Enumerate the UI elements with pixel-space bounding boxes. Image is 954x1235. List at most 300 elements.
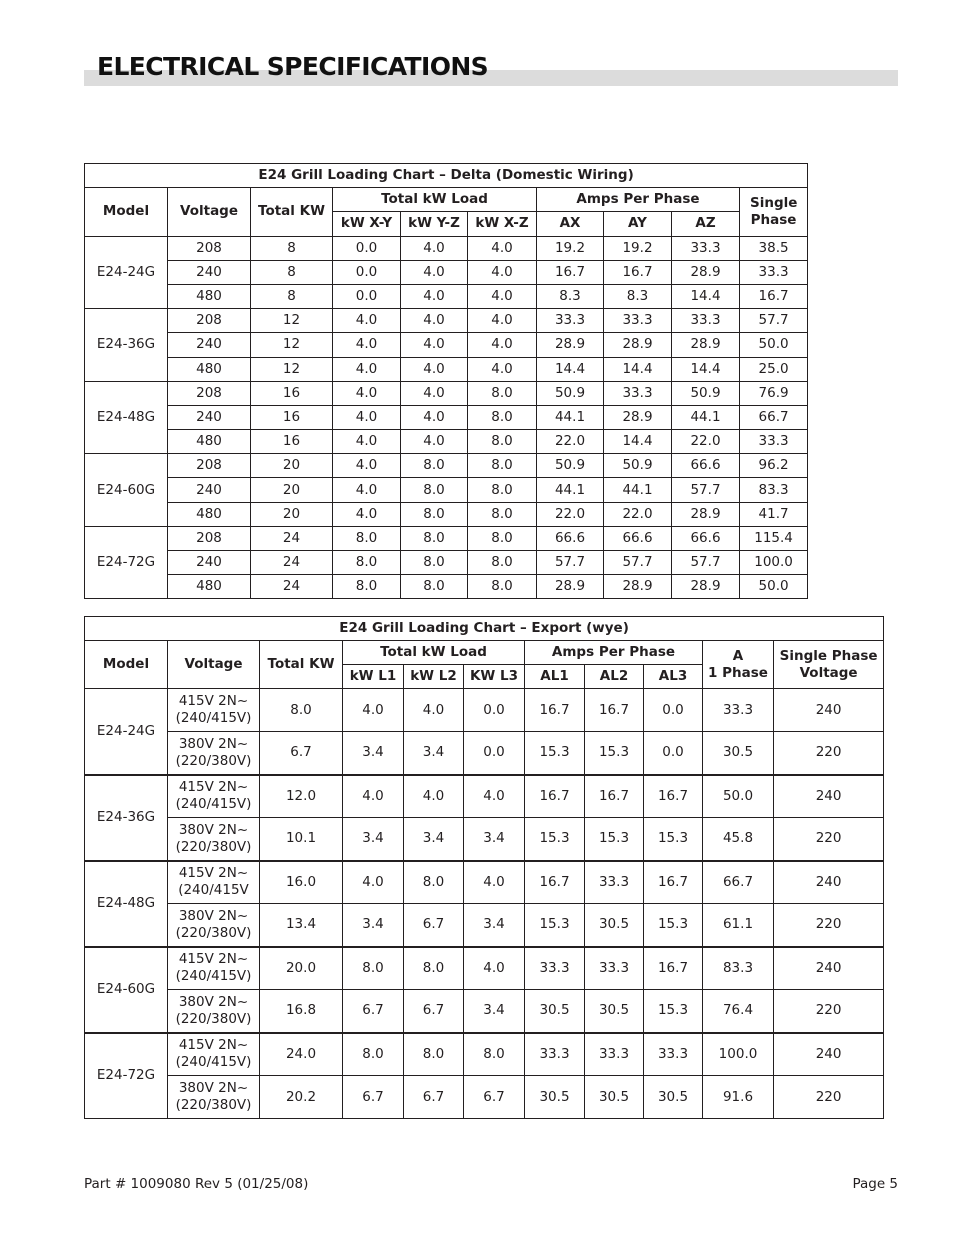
- table-cell: 220: [774, 990, 884, 1033]
- table-cell: 16.7: [585, 689, 644, 732]
- voltage-cell: [168, 904, 260, 947]
- table-row: [85, 236, 808, 260]
- table-cell: 8.0: [333, 551, 401, 575]
- table-cell: 15.3: [644, 904, 703, 947]
- table-cell: 220: [774, 1076, 884, 1119]
- table-cell: 8: [251, 260, 333, 284]
- table-cell: 8.0: [260, 689, 343, 732]
- voltage-line1: 415V 2N~: [178, 951, 249, 968]
- table-cell: 16.7: [525, 775, 585, 818]
- table-cell: 44.1: [604, 478, 672, 502]
- table-cell: 14.4: [672, 284, 740, 308]
- table-cell: 8.0: [343, 1033, 404, 1076]
- table-cell: 28.9: [672, 502, 740, 526]
- table-cell: 4.0: [468, 357, 537, 381]
- table-cell: 15.3: [525, 818, 585, 861]
- table-cell: 66.6: [537, 526, 604, 550]
- table-cell: 8.0: [401, 478, 468, 502]
- table-row: [85, 689, 884, 732]
- delta-table-body: [85, 236, 808, 599]
- table-cell: 4.0: [333, 309, 401, 333]
- table-cell: 480: [168, 502, 251, 526]
- table-cell: 13.4: [260, 904, 343, 947]
- voltage-line1: 415V 2N~: [178, 779, 249, 796]
- table-cell: 6.7: [404, 990, 464, 1033]
- table-cell: 33.3: [585, 947, 644, 990]
- table-cell: 8: [251, 236, 333, 260]
- table-cell: 240: [168, 405, 251, 429]
- col-header-al2: AL2: [585, 665, 644, 689]
- table-cell: 16.7: [644, 775, 703, 818]
- table-cell: 8.0: [468, 454, 537, 478]
- table-cell: 83.3: [703, 947, 774, 990]
- table-cell: 8.0: [468, 551, 537, 575]
- table-cell: 4.0: [468, 284, 537, 308]
- table-cell: 4.0: [401, 381, 468, 405]
- voltage-line1: 380V 2N~: [178, 993, 249, 1010]
- table-cell: 8.0: [401, 551, 468, 575]
- voltage-line1: 415V 2N~: [178, 865, 249, 882]
- col-header-al3: AL3: [644, 665, 703, 689]
- table-cell: 50.9: [672, 381, 740, 405]
- col-header-kw-l2: kW L2: [404, 665, 464, 689]
- table-cell: 4.0: [333, 333, 401, 357]
- table-cell: 45.8: [703, 818, 774, 861]
- table-cell: 4.0: [464, 775, 525, 818]
- table-cell: 4.0: [401, 236, 468, 260]
- table-cell: 57.7: [604, 551, 672, 575]
- table-cell: 0.0: [644, 689, 703, 732]
- table-cell: 66.7: [703, 861, 774, 904]
- table-cell: 220: [774, 818, 884, 861]
- table-cell: 208: [168, 526, 251, 550]
- table-cell: 12: [251, 357, 333, 381]
- table-cell: 3.4: [464, 818, 525, 861]
- table-cell: 28.9: [537, 575, 604, 599]
- col-header-model: Model: [85, 188, 168, 236]
- col-header-a-1-phase: [703, 641, 774, 689]
- table-cell: 19.2: [537, 236, 604, 260]
- table-cell: 480: [168, 357, 251, 381]
- table-row: [85, 357, 808, 381]
- table-cell: 76.4: [703, 990, 774, 1033]
- col-header-a-1-phase-line2: 1 Phase: [708, 664, 768, 681]
- table-cell: 8: [251, 284, 333, 308]
- model-cell: E24-36G: [85, 309, 168, 382]
- table-cell: 3.4: [464, 990, 525, 1033]
- col-header-ay: AY: [604, 212, 672, 236]
- table-cell: 20: [251, 502, 333, 526]
- table-cell: 33.3: [644, 1033, 703, 1076]
- table-cell: 33.3: [672, 236, 740, 260]
- table-row: [85, 990, 884, 1033]
- table-cell: 8.0: [468, 575, 537, 599]
- table-cell: 50.0: [703, 775, 774, 818]
- table-cell: 4.0: [401, 405, 468, 429]
- table-cell: 28.9: [672, 333, 740, 357]
- table-cell: 240: [168, 260, 251, 284]
- page-number-footer: Page 5: [852, 1176, 898, 1192]
- table-cell: 8.0: [468, 526, 537, 550]
- table-cell: 30.5: [585, 990, 644, 1033]
- table-row: [85, 818, 884, 861]
- voltage-line1: 380V 2N~: [178, 907, 249, 924]
- table-cell: 8.0: [404, 861, 464, 904]
- voltage-line2: (240/415V): [175, 968, 252, 985]
- voltage-cell: [168, 947, 260, 990]
- table-cell: 22.0: [604, 502, 672, 526]
- table-cell: 41.7: [740, 502, 808, 526]
- table-row: [85, 861, 884, 904]
- col-header-voltage: Voltage: [168, 641, 260, 689]
- table-cell: 8.0: [401, 502, 468, 526]
- col-header-amps-per-phase: Amps Per Phase: [525, 641, 703, 665]
- model-cell: E24-72G: [85, 526, 168, 599]
- col-header-voltage: Voltage: [168, 188, 251, 236]
- model-cell: E24-24G: [85, 689, 168, 775]
- voltage-line1: 380V 2N~: [178, 1080, 249, 1096]
- table-row: [85, 381, 808, 405]
- table-cell: 3.4: [343, 732, 404, 775]
- table-cell: 4.0: [464, 861, 525, 904]
- col-header-total-kw-load: Total kW Load: [343, 641, 525, 665]
- table-cell: 4.0: [333, 454, 401, 478]
- table-cell: 8.3: [537, 284, 604, 308]
- table-cell: 15.3: [525, 904, 585, 947]
- voltage-line2: (220/380V): [175, 1010, 252, 1027]
- table-cell: 4.0: [401, 309, 468, 333]
- table-cell: 20.2: [260, 1076, 343, 1119]
- table-cell: 30.5: [585, 1076, 644, 1119]
- table-row: [85, 775, 884, 818]
- table-cell: 6.7: [343, 990, 404, 1033]
- table-cell: 22.0: [537, 502, 604, 526]
- table-cell: 16.7: [644, 861, 703, 904]
- model-cell: E24-60G: [85, 947, 168, 1033]
- table-cell: 4.0: [404, 775, 464, 818]
- table-cell: 20.0: [260, 947, 343, 990]
- col-header-al1: AL1: [525, 665, 585, 689]
- table-cell: 33.3: [537, 309, 604, 333]
- table-cell: 16.7: [525, 861, 585, 904]
- page-title: ELECTRICAL SPECIFICATIONS: [97, 52, 489, 81]
- delta-loading-table: [84, 163, 808, 599]
- table-cell: 33.3: [525, 1033, 585, 1076]
- table-cell: 33.3: [740, 260, 808, 284]
- table-row: [85, 405, 808, 429]
- table-cell: 480: [168, 575, 251, 599]
- voltage-line2: (240/415V: [178, 882, 249, 899]
- table-cell: 6.7: [260, 732, 343, 775]
- table-cell: 0.0: [333, 236, 401, 260]
- col-header-kw-xz: kW X-Z: [468, 212, 537, 236]
- voltage-line1: 380V 2N~: [178, 821, 249, 838]
- table-cell: 28.9: [537, 333, 604, 357]
- table-row: [85, 947, 884, 990]
- table-row: [85, 732, 884, 775]
- voltage-cell: [168, 1076, 260, 1119]
- table-cell: 15.3: [585, 732, 644, 775]
- table-cell: 8.0: [468, 381, 537, 405]
- table-row: [85, 309, 808, 333]
- table-cell: 50.9: [537, 454, 604, 478]
- table-cell: 3.4: [464, 904, 525, 947]
- table-row: [85, 478, 808, 502]
- col-header-kw-l1: kW L1: [343, 665, 404, 689]
- table-cell: 19.2: [604, 236, 672, 260]
- table-cell: 20: [251, 454, 333, 478]
- model-cell: E24-24G: [85, 236, 168, 309]
- col-header-total-kw: Total KW: [251, 188, 333, 236]
- table-cell: 30.5: [525, 990, 585, 1033]
- voltage-line1: 380V 2N~: [178, 735, 249, 752]
- table-cell: 6.7: [343, 1076, 404, 1119]
- table-cell: 8.0: [343, 947, 404, 990]
- table-cell: 4.0: [468, 333, 537, 357]
- col-header-single-phase: Single Phase: [740, 188, 808, 236]
- table-cell: 16.7: [525, 689, 585, 732]
- table-cell: 20: [251, 478, 333, 502]
- table-cell: 4.0: [401, 284, 468, 308]
- col-header-kw-yz: kW Y-Z: [401, 212, 468, 236]
- table-cell: 0.0: [333, 284, 401, 308]
- table-cell: 66.6: [672, 526, 740, 550]
- table-cell: 12: [251, 333, 333, 357]
- table-cell: 8.0: [468, 430, 537, 454]
- table-cell: 8.0: [404, 1033, 464, 1076]
- table-cell: 6.7: [464, 1076, 525, 1119]
- table-cell: 16: [251, 405, 333, 429]
- table-cell: 8.0: [401, 575, 468, 599]
- table-cell: 33.3: [703, 689, 774, 732]
- table-cell: 50.0: [740, 333, 808, 357]
- table-cell: 10.1: [260, 818, 343, 861]
- table-cell: 240: [774, 861, 884, 904]
- voltage-cell: [168, 990, 260, 1033]
- model-cell: E24-72G: [85, 1033, 168, 1119]
- table-cell: 16.7: [644, 947, 703, 990]
- table-cell: 480: [168, 284, 251, 308]
- table-cell: 33.3: [585, 1033, 644, 1076]
- table-cell: 50.9: [604, 454, 672, 478]
- table-cell: 4.0: [343, 689, 404, 732]
- table-cell: 15.3: [525, 732, 585, 775]
- table-cell: 33.3: [585, 861, 644, 904]
- table-cell: 16.7: [585, 775, 644, 818]
- table-cell: 44.1: [672, 405, 740, 429]
- col-header-spv-line2: Voltage: [799, 664, 858, 681]
- table-cell: 33.3: [740, 430, 808, 454]
- table-cell: 0.0: [333, 260, 401, 284]
- table-cell: 30.5: [585, 904, 644, 947]
- table-cell: 4.0: [401, 260, 468, 284]
- table-row: [85, 1076, 884, 1119]
- table-cell: 208: [168, 381, 251, 405]
- table-cell: 208: [168, 309, 251, 333]
- model-cell: E24-48G: [85, 861, 168, 947]
- table-cell: 4.0: [401, 430, 468, 454]
- table-cell: 4.0: [468, 260, 537, 284]
- table-cell: 8.0: [468, 405, 537, 429]
- table-cell: 15.3: [644, 990, 703, 1033]
- export-loading-table: [84, 616, 884, 1119]
- table-cell: 12.0: [260, 775, 343, 818]
- table-cell: 33.3: [525, 947, 585, 990]
- table-cell: 3.4: [343, 818, 404, 861]
- table-cell: 4.0: [468, 236, 537, 260]
- table-cell: 91.6: [703, 1076, 774, 1119]
- table-row: [85, 454, 808, 478]
- table-cell: 33.3: [604, 381, 672, 405]
- table-cell: 66.7: [740, 405, 808, 429]
- col-header-kw-xy: kW X-Y: [333, 212, 401, 236]
- table-cell: 208: [168, 236, 251, 260]
- col-header-single-phase-voltage: [774, 641, 884, 689]
- model-cell: E24-60G: [85, 454, 168, 527]
- model-cell: E24-36G: [85, 775, 168, 861]
- table-cell: 57.7: [672, 478, 740, 502]
- table-cell: 16: [251, 430, 333, 454]
- table-caption: E24 Grill Loading Chart – Export (wye): [85, 617, 884, 641]
- table-cell: 83.3: [740, 478, 808, 502]
- table-cell: 4.0: [333, 381, 401, 405]
- table-cell: 15.3: [585, 818, 644, 861]
- table-row: [85, 551, 808, 575]
- table-cell: 208: [168, 454, 251, 478]
- voltage-line2: (220/380V): [175, 752, 252, 769]
- table-cell: 44.1: [537, 405, 604, 429]
- col-header-az: AZ: [672, 212, 740, 236]
- table-cell: 115.4: [740, 526, 808, 550]
- table-cell: 30.5: [525, 1076, 585, 1119]
- table-cell: 50.9: [537, 381, 604, 405]
- table-cell: 4.0: [333, 502, 401, 526]
- part-number-footer: Part # 1009080 Rev 5 (01/25/08): [84, 1176, 309, 1192]
- table-cell: 14.4: [672, 357, 740, 381]
- table-cell: 28.9: [604, 575, 672, 599]
- voltage-line2: (220/380V): [175, 838, 252, 855]
- table-cell: 8.0: [468, 478, 537, 502]
- table-cell: 0.0: [464, 732, 525, 775]
- table-row: [85, 430, 808, 454]
- model-cell: E24-48G: [85, 381, 168, 454]
- table-cell: 76.9: [740, 381, 808, 405]
- voltage-line2: (240/415V): [175, 796, 252, 813]
- table-cell: 28.9: [672, 260, 740, 284]
- table-cell: 240: [168, 478, 251, 502]
- table-cell: 4.0: [333, 478, 401, 502]
- table-cell: 100.0: [703, 1033, 774, 1076]
- table-cell: 30.5: [644, 1076, 703, 1119]
- table-cell: 44.1: [537, 478, 604, 502]
- table-cell: 66.6: [604, 526, 672, 550]
- table-cell: 6.7: [404, 904, 464, 947]
- col-header-total-kw: Total KW: [260, 641, 343, 689]
- col-header-model: Model: [85, 641, 168, 689]
- table-cell: 4.0: [333, 357, 401, 381]
- voltage-line2: (240/415V): [175, 1054, 252, 1071]
- table-cell: 4.0: [404, 689, 464, 732]
- table-cell: 96.2: [740, 454, 808, 478]
- table-cell: 8.0: [464, 1033, 525, 1076]
- table-cell: 4.0: [343, 775, 404, 818]
- table-caption: E24 Grill Loading Chart – Delta (Domestic Wiring): [85, 164, 808, 188]
- table-cell: 8.0: [401, 454, 468, 478]
- export-table-body: [85, 689, 884, 1119]
- voltage-cell: [168, 775, 260, 818]
- voltage-line1: 415V 2N~: [178, 1037, 249, 1054]
- table-cell: 4.0: [343, 861, 404, 904]
- table-cell: 4.0: [401, 357, 468, 381]
- voltage-cell: [168, 689, 260, 732]
- table-cell: 22.0: [672, 430, 740, 454]
- table-cell: 24: [251, 575, 333, 599]
- table-cell: 240: [774, 947, 884, 990]
- table-cell: 8.0: [333, 526, 401, 550]
- table-row: [85, 904, 884, 947]
- table-cell: 16: [251, 381, 333, 405]
- table-row: [85, 260, 808, 284]
- table-cell: 8.0: [468, 502, 537, 526]
- table-cell: 61.1: [703, 904, 774, 947]
- table-row: [85, 575, 808, 599]
- table-cell: 24: [251, 526, 333, 550]
- table-cell: 28.9: [604, 333, 672, 357]
- table-cell: 4.0: [333, 405, 401, 429]
- table-cell: 16.0: [260, 861, 343, 904]
- table-cell: 8.3: [604, 284, 672, 308]
- table-cell: 28.9: [604, 405, 672, 429]
- voltage-line2: (240/415V): [175, 710, 252, 726]
- table-cell: 240: [168, 551, 251, 575]
- table-cell: 8.0: [404, 947, 464, 990]
- table-cell: 220: [774, 904, 884, 947]
- table-cell: 8.0: [401, 526, 468, 550]
- table-cell: 0.0: [464, 689, 525, 732]
- table-cell: 4.0: [464, 947, 525, 990]
- col-header-kw-l3: KW L3: [464, 665, 525, 689]
- table-cell: 220: [774, 732, 884, 775]
- table-cell: 28.9: [672, 575, 740, 599]
- table-cell: 24: [251, 551, 333, 575]
- table-cell: 480: [168, 430, 251, 454]
- table-cell: 66.6: [672, 454, 740, 478]
- table-row: [85, 526, 808, 550]
- table-cell: 38.5: [740, 236, 808, 260]
- col-header-amps-per-phase: Amps Per Phase: [537, 188, 740, 212]
- table-cell: 25.0: [740, 357, 808, 381]
- table-cell: 3.4: [404, 818, 464, 861]
- table-cell: 14.4: [604, 357, 672, 381]
- table-cell: 240: [774, 1033, 884, 1076]
- table-cell: 14.4: [537, 357, 604, 381]
- col-header-total-kw-load: Total kW Load: [333, 188, 537, 212]
- table-cell: 240: [168, 333, 251, 357]
- col-header-spv-line1: Single Phase: [779, 647, 878, 664]
- voltage-cell: [168, 732, 260, 775]
- voltage-cell: [168, 818, 260, 861]
- voltage-line1: 415V 2N~: [178, 693, 249, 709]
- table-cell: 4.0: [401, 333, 468, 357]
- table-cell: 24.0: [260, 1033, 343, 1076]
- table-cell: 57.7: [740, 309, 808, 333]
- table-cell: 3.4: [343, 904, 404, 947]
- table-cell: 16.7: [740, 284, 808, 308]
- table-cell: 33.3: [604, 309, 672, 333]
- table-cell: 3.4: [404, 732, 464, 775]
- table-cell: 16.7: [537, 260, 604, 284]
- voltage-line2: (220/380V): [175, 924, 252, 941]
